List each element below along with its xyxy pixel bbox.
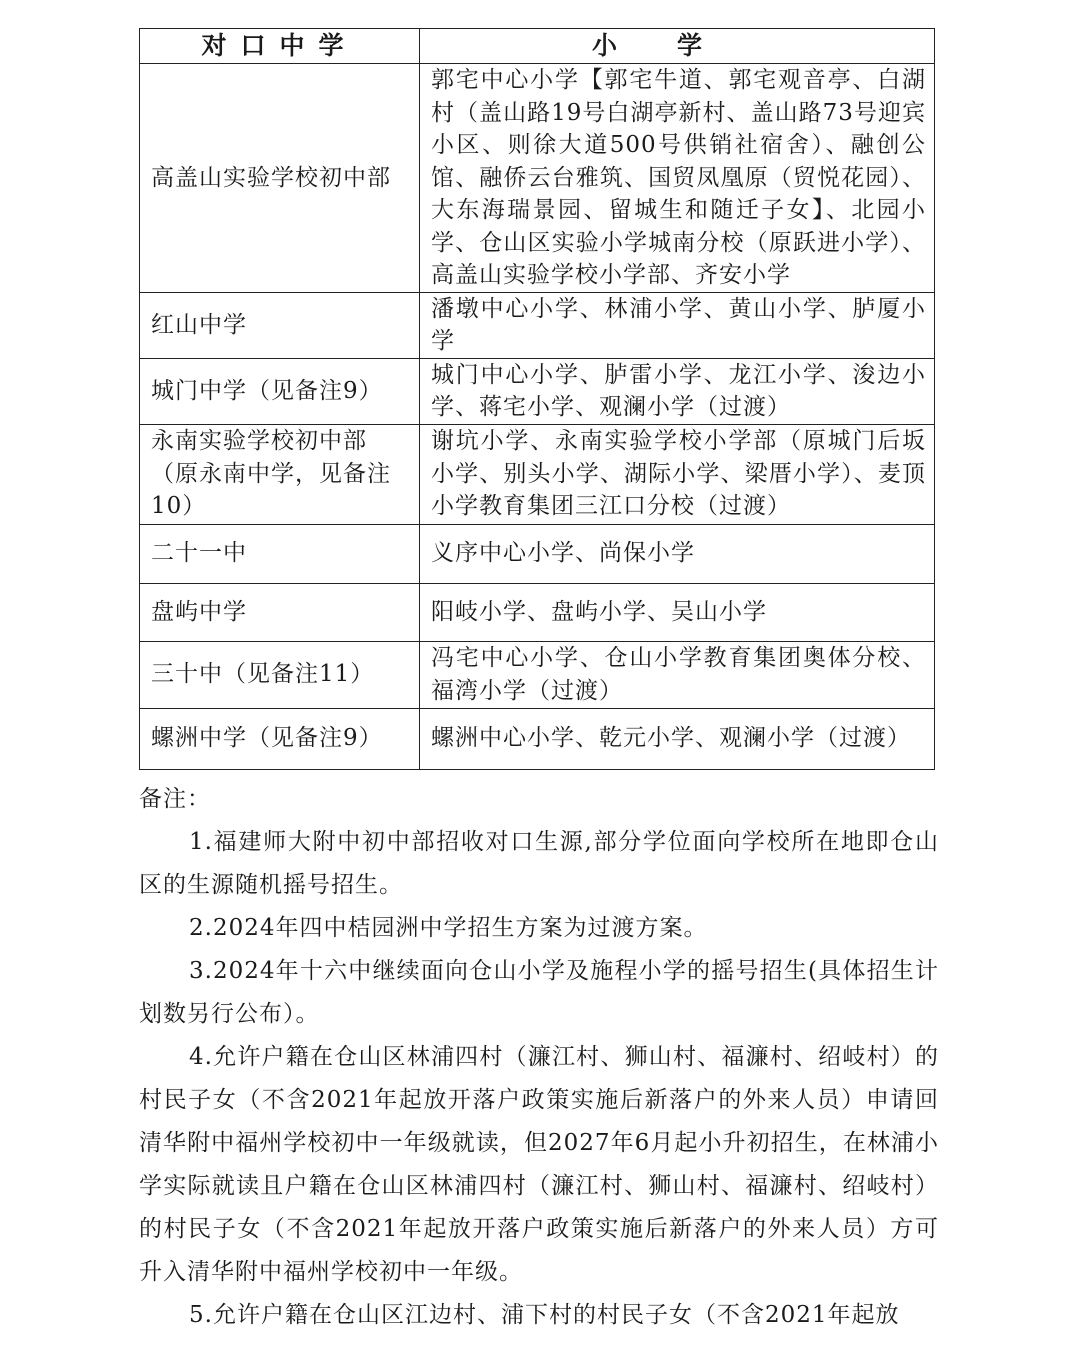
primary-schools-cell: 谢坑小学、永南实验学校小学部（原城门后坂小学、别头小学、湖际小学、梁厝小学）、麦顶小学教育集团三江口分校（过渡） — [420, 424, 935, 524]
middle-school-cell: 高盖山实验学校初中部 — [140, 64, 420, 293]
middle-school-cell: 城门中学（见备注9） — [140, 358, 420, 424]
middle-school-cell: 三十中（见备注11） — [140, 641, 420, 708]
middle-school-cell: 螺洲中学（见备注9） — [140, 708, 420, 769]
note-item: 3.2024年十六中继续面向仓山小学及施程小学的摇号招生(具体招生计划数另行公布）。 — [139, 958, 939, 1027]
header-primary-school: 小学 — [420, 29, 935, 64]
table-row — [140, 583, 935, 641]
primary-schools-cell: 螺洲中心小学、乾元小学、观澜小学（过渡） — [420, 708, 935, 769]
table-row — [140, 358, 935, 424]
primary-schools-cell: 冯宅中心小学、仓山小学教育集团奥体分校、福湾小学（过渡） — [420, 641, 935, 708]
table-row — [140, 292, 935, 358]
primary-schools-cell: 阳岐小学、盘屿小学、吴山小学 — [420, 583, 935, 641]
primary-schools-cell: 郭宅中心小学【郭宅牛道、郭宅观音亭、白湖村（盖山路19号白湖亭新村、盖山路73号迎宾小区、则徐大道500号供销社宿舍）、融创公馆、融侨云台雅筑、国贸凤凰原（贸悦花园）、大东海瑞景园、留城生和随迁子女】、北园小学、仓山区实验小学城南分校（原跃进小学）、高盖山实验学校小学部、齐安小学 — [420, 64, 935, 293]
header-middle-school: 对口中学 — [140, 29, 420, 64]
note-item: 5.允许户籍在仓山区江边村、浦下村的村民子女（不含2021年起放 — [189, 1302, 900, 1328]
primary-schools-cell: 潘墩中心小学、林浦小学、黄山小学、胪厦小学 — [420, 292, 935, 358]
middle-school-cell: 永南实验学校初中部（原永南中学，见备注10） — [140, 424, 420, 524]
middle-school-cell: 红山中学 — [140, 292, 420, 358]
table-row — [140, 641, 935, 708]
middle-school-cell: 二十一中 — [140, 524, 420, 583]
table-row — [140, 708, 935, 769]
note-item: 1.福建师大附中初中部招收对口生源,部分学位面向学校所在地即仓山区的生源随机摇号招生。 — [139, 829, 939, 898]
middle-school-cell: 盘屿中学 — [140, 583, 420, 641]
note-item: 2.2024年四中桔园洲中学招生方案为过渡方案。 — [189, 915, 708, 941]
primary-schools-cell: 城门中心小学、胪雷小学、龙江小学、浚边小学、蒋宅小学、观澜小学（过渡） — [420, 358, 935, 424]
note-item: 4.允许户籍在仓山区林浦四村（濂江村、狮山村、福濂村、绍岐村）的村民子女（不含2021年起放开落户政策实施后新落户的外来人员）申请回清华附中福州学校初中一年级就读，但2027年6月起小升初招生，在林浦小学实际就读且户籍在仓山区林浦四村（濂江村、狮山村、福濂村、绍岐村）的村民子女（不含2021年起放开落户政策实施后新落户的外来人员）方可升入清华附中福州学校初中一年级。 — [139, 1044, 939, 1285]
primary-schools-cell: 义序中心小学、尚保小学 — [420, 524, 935, 583]
table-header-row — [140, 29, 935, 64]
notes-section — [139, 778, 939, 1337]
notes-title: 备注： — [139, 786, 211, 812]
table-row — [140, 424, 935, 524]
table-row — [140, 524, 935, 583]
table-row — [140, 64, 935, 293]
school-assignment-table — [139, 28, 935, 770]
